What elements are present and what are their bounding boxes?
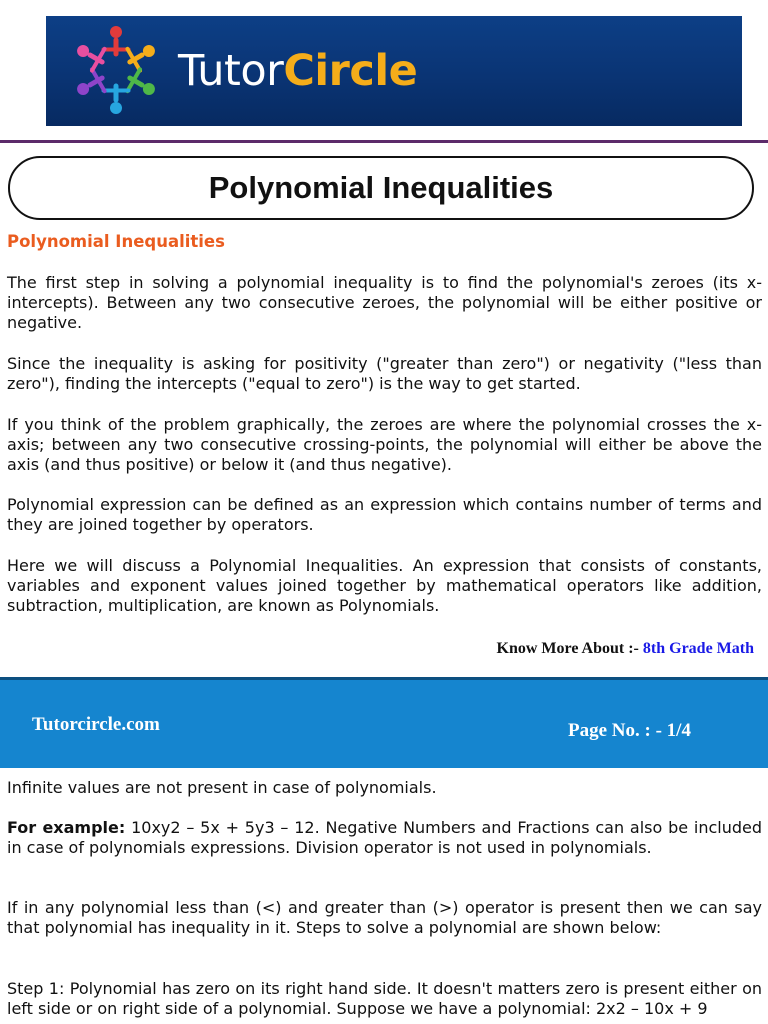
logo-person-head [110,102,122,114]
page2-paragraph-1: Infinite values are not present in case of polynomials. [7,778,437,797]
logo-wordmark [178,46,417,96]
title-box [8,156,754,220]
paragraph-2: Since the inequality is asking for positivity ("greater than zero") or negativity ("less than zero"), finding the intercepts ("equal to zero") is the way to get started. [7,354,762,393]
paragraph-4: Polynomial expression can be defined as an expression which contains number of terms and they are joined together by operators. [7,495,762,534]
example-label: For example: [7,818,126,837]
page-title: Polynomial Inequalities [208,170,554,205]
logo-word-tutor: Tutor [178,46,284,96]
paragraph-3: If you think of the problem graphically, the zeroes are where the polynomial crosses the x-axis; between any two consecutive crossing-points, the polynomial will either be above the axis (and thus positive) or below it (and thus negative). [7,415,762,474]
page2-paragraph-3: If in any polynomial less than (<) and greater than (>) operator is present then we can say that polynomial has inequality in it. Steps to solve a polynomial are shown below: [7,898,762,937]
example-text: 10xy2 – 5x + 5y3 – 12. Negative Numbers and Fractions can also be included in case of polynomials expressions. Division operator is not used in polynomials. [7,818,762,857]
header-divider [0,140,768,143]
logo-person-head [77,83,89,95]
logo-person-head [143,45,155,57]
paragraph-1: The first step in solving a polynomial inequality is to find the polynomial's zeroes (its x-intercepts). Between any two consecutive zeroes, the polynomial will be either positive or negative. [7,273,762,332]
logo-person-head [110,26,122,38]
header-banner [46,16,742,126]
tutorcircle-logo-icon [66,22,166,118]
page2-example-paragraph [7,818,762,858]
know-more [497,640,754,658]
logo-word-circle: Circle [283,46,418,96]
logo-person-head [77,45,89,57]
section-heading: Polynomial Inequalities [7,232,225,251]
know-more-label: Know More About :- [496,640,639,657]
footer-page-number: Page No. : - 1/4 [568,720,691,741]
footer-site-name: Tutorcircle.com [32,714,160,735]
paragraph-5: Here we will discuss a Polynomial Inequalities. An expression that consists of constants, variables and exponent values joined together by mathematical operators like addition, subtraction, multiplication, are known as Polynomials. [7,556,762,615]
logo-person-head [143,83,155,95]
page2-paragraph-4: Step 1: Polynomial has zero on its right hand side. It doesn't matters zero is present either on left side or on right side of a polynomial. Suppose we have a polynomial: 2x2 – 10x + 9 [7,979,762,1018]
know-more-link[interactable]: 8th Grade Math [642,640,754,657]
